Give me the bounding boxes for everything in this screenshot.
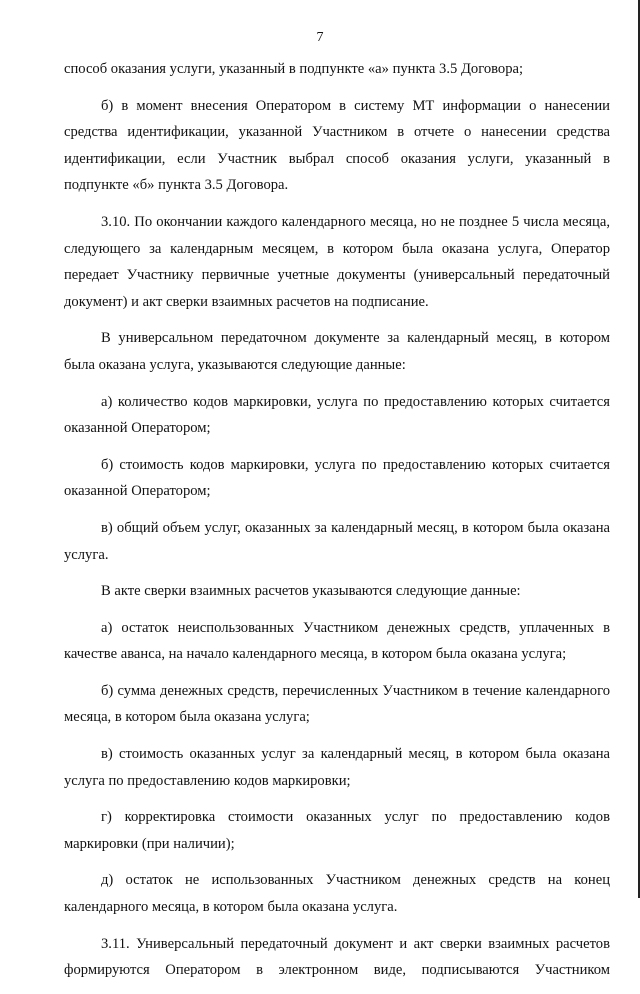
paragraph-item-b: б) в момент внесения Оператором в систему МТ информации о нанесении средства идентификации, указанной Участником в отчете о нанесении средства идентификации, если Участник выбрал способ оказания услуги, указанный в подпункте «б» пункта 3.5 Договора. [64,97,610,194]
paragraph-act-item-g: г) корректировка стоимости оказанных услуг по предоставлению кодов маркировки (при наличии); [64,809,610,852]
paragraph-3-11: 3.11. Универсальный передаточный документ и акт сверки взаимных расчетов формируются Оператором в электронном виде, подписываются Участником [64,935,610,979]
paragraph-upd-item-b: б) стоимость кодов маркировки, услуга по предоставлению которых считается оказанной Оператором; [64,456,610,500]
paragraph-act-item-v: в) стоимость оказанных услуг за календарный месяц, в котором была оказана услуга по предоставлению кодов маркировки; [64,746,610,789]
paragraph-3-10: 3.10. По окончании каждого календарного месяца, но не позднее 5 числа месяца, следующего за календарным месяцем, в котором была оказана услуга, Оператор передает Участнику первичные учетные документы (универсальный передаточный документ) и акт сверки взаимных расчетов на подписание. [64,213,610,310]
paragraph-act-item-b: б) сумма денежных средств, перечисленных Участником в течение календарного месяца, в котором была оказана услуга; [64,682,610,726]
page-number: 7 [316,30,324,45]
paragraph-act-item-d: д) остаток не использованных Участником денежных средств на конец календарного месяца, в котором была оказана услуга. [64,872,610,916]
paragraph-act-intro: В акте сверки взаимных расчетов указываются следующие данные: [101,583,521,600]
paragraph-act-item-a: а) остаток неиспользованных Участником денежных средств, уплаченных в качестве аванса, на начало календарного месяца, в котором была оказана услуга; [64,619,610,663]
paragraph-upd-item-v: в) общий объем услуг, оказанных за календарный месяц, в котором была оказана услуга. [64,519,610,563]
paragraph-upd-intro: В универсальном передаточном документе за календарный месяц, в котором была оказана услуга, указываются следующие данные: [64,330,610,373]
paragraph-upd-item-a: а) количество кодов маркировки, услуга по предоставлению которых считается оказанной Оператором; [64,393,610,437]
paragraph-continuation: способ оказания услуги, указанный в подпункте «а» пункта 3.5 Договора; [64,61,524,77]
document-body [64,56,610,994]
